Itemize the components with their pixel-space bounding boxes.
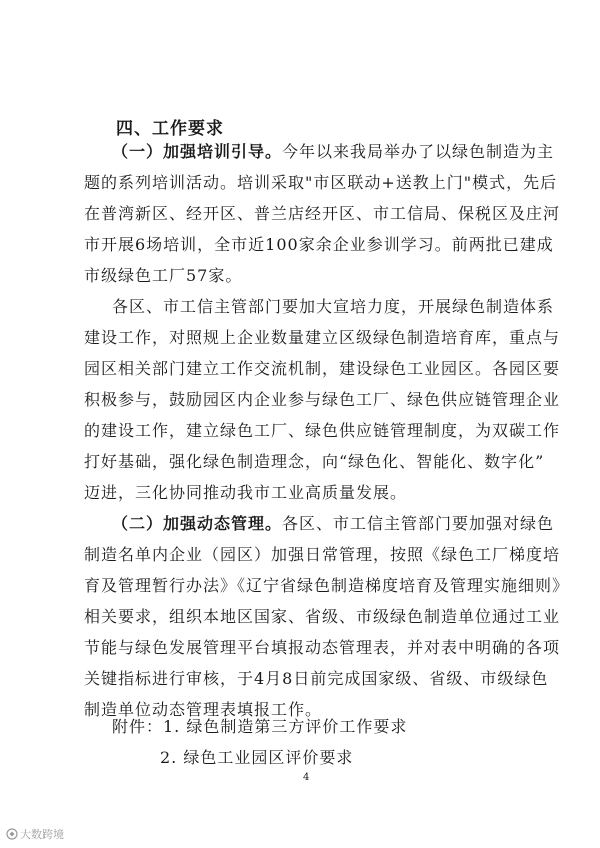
watermark bbox=[6, 826, 64, 842]
text-line: 制造名单内企业（园区）加强日常管理，按照《绿色工厂梯度培 bbox=[84, 545, 561, 564]
text-line: 在普湾新区、经开区、普兰店经开区、市工信局、保税区及庄河 bbox=[84, 204, 561, 223]
text-line: 关键指标进行审核，于4月8日前完成国家级、省级、市级绿色 bbox=[84, 669, 549, 688]
text-line: 的建设工作，建立绿色工厂、绿色供应链管理制度，为双碳工作 bbox=[84, 421, 561, 440]
text-line: 市开展6场培训，全市近100家余企业参训学习。前两批已建成 bbox=[84, 235, 554, 254]
page-number: 4 bbox=[303, 772, 310, 783]
watermark-logo-icon bbox=[6, 828, 18, 840]
watermark-text: 大数跨境 bbox=[20, 828, 64, 841]
attachment-item-1: 附件：1. 绿色制造第三方评价工作要求 bbox=[112, 717, 408, 736]
text-line: 建设工作，对照规上企业数量建立区级绿色制造培育库，重点与 bbox=[84, 328, 561, 347]
text-line: 迈进，三化协同推动我市工业高质量发展。 bbox=[84, 483, 408, 502]
text-line: 育及管理暂行办法》《辽宁省绿色制造梯度培育及管理实施细则》 bbox=[84, 576, 570, 595]
section1-title: （一）加强培训引导。 bbox=[112, 142, 283, 161]
text-line: 相关要求，组织本地区国家、省级、市级绿色制造单位通过工业 bbox=[84, 607, 561, 626]
attachment-item-2: 2. 绿色工业园区评价要求 bbox=[160, 748, 354, 767]
section2-text: 各区、市工信主管部门要加强对绿色 bbox=[282, 514, 555, 533]
text-line: 打好基础，强化绿色制造理念，向“绿色化、智能化、数字化” bbox=[84, 452, 545, 471]
text-line: 园区相关部门建立工作交流机制，建设绿色工业园区。各园区要 bbox=[84, 359, 561, 378]
text-line: 节能与绿色发展管理平台填报动态管理表，并对表中明确的各项 bbox=[84, 638, 561, 657]
text-line: 市级绿色工厂57家。 bbox=[84, 266, 243, 285]
section1-line bbox=[112, 142, 554, 162]
section-heading: 四、工作要求 bbox=[116, 119, 224, 139]
section2-title: （二）加强动态管理。 bbox=[112, 514, 283, 533]
section2-line bbox=[112, 514, 554, 534]
text-line: 积极参与，鼓励园区内企业参与绿色工厂、绿色供应链管理企业 bbox=[84, 390, 561, 409]
text-line: 各区、市工信主管部门要加大宣培力度，开展绿色制造体系 bbox=[112, 297, 555, 316]
text-line: 制造单位动态管理表填报工作。 bbox=[84, 700, 323, 719]
text-line: 题的系列培训活动。培训采取"市区联动+送教上门"模式，先后 bbox=[84, 173, 558, 192]
section1-text: 今年以来我局举办了以绿色制造为主 bbox=[282, 142, 555, 161]
